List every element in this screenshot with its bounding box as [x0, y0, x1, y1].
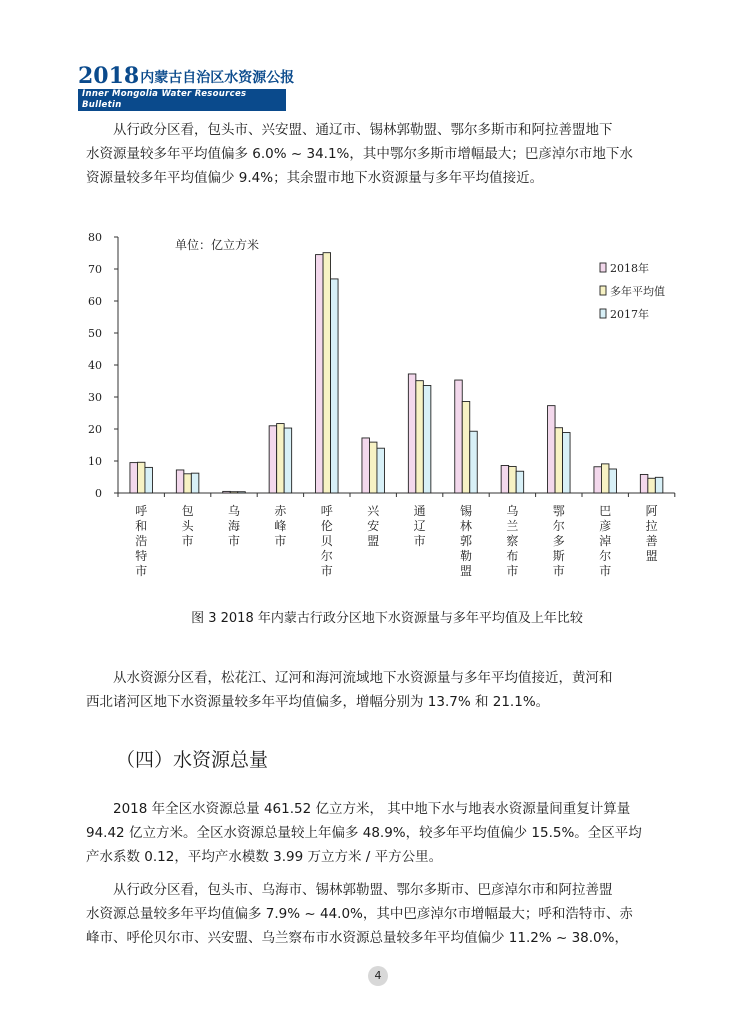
- text-line: 资源量较多年平均值偏少 9.4%；其余盟市地下水资源量与多年平均值接近。: [86, 170, 544, 186]
- unit-label: 单位：亿立方米: [175, 238, 260, 252]
- bar: [362, 438, 370, 493]
- y-tick-label: 10: [88, 455, 102, 468]
- bar: [548, 406, 556, 493]
- bar: [408, 374, 416, 493]
- text-line: 水资源量较多年平均值偏多 6.0% ~ 34.1%，其中鄂尔多斯市增幅最大；巴彦淖尔市地下水: [86, 146, 633, 162]
- bar: [230, 492, 238, 493]
- bar: [648, 478, 656, 493]
- x-tick-label: 呼伦贝尔市: [320, 504, 333, 578]
- bar: [516, 471, 524, 493]
- bar: [416, 381, 424, 493]
- bar: [145, 467, 153, 493]
- bar: [455, 380, 463, 493]
- y-tick-label: 20: [88, 423, 102, 436]
- bar: [609, 469, 617, 493]
- text-line: 2018 年全区水资源总量 461.52 亿立方米， 其中地下水与地表水资源量间重复计算量: [113, 801, 631, 817]
- x-tick-label: 兴安盟: [367, 504, 380, 548]
- bar: [423, 385, 431, 493]
- bar: [137, 462, 145, 493]
- section-heading: （四）水资源总量: [116, 749, 269, 771]
- bar: [555, 428, 563, 493]
- bar: [377, 448, 385, 493]
- text-line: 从行政分区看，包头市、兴安盟、通辽市、锡林郭勒盟、鄂尔多斯市和阿拉善盟地下: [113, 122, 613, 138]
- bar: [655, 477, 663, 493]
- y-tick-label: 60: [88, 295, 102, 308]
- bar: [277, 424, 285, 493]
- bar: [269, 426, 277, 493]
- x-tick-label: 鄂尔多斯市: [552, 504, 565, 578]
- legend-swatch: [600, 309, 606, 318]
- legend-label: 2018年: [610, 262, 649, 275]
- y-tick-label: 30: [88, 391, 102, 404]
- x-tick-label: 赤峰市: [274, 504, 287, 548]
- bar: [594, 467, 602, 493]
- text-line: 产水系数 0.12，平均产水模数 3.99 万立方米 / 平方公里。: [86, 849, 443, 865]
- x-tick-label: 呼和浩特市: [135, 504, 148, 578]
- paragraph-total-admin: [86, 878, 688, 950]
- bar: [331, 279, 339, 493]
- bar: [470, 431, 478, 493]
- bar: [184, 474, 192, 493]
- bar: [369, 442, 377, 493]
- bar: [176, 470, 184, 493]
- y-tick-label: 40: [88, 359, 102, 372]
- text-line: 94.42 亿立方米。全区水资源总量较上年偏多 48.9%，较多年平均值偏少 15.5%。全区平均: [86, 825, 642, 841]
- bar: [223, 491, 231, 493]
- text-line: 峰市、呼伦贝尔市、兴安盟、乌兰察布市水资源总量较多年平均值偏少 11.2% ~ 38.0%，: [86, 930, 628, 946]
- page-number: 4: [368, 966, 388, 986]
- x-tick-label: 锡林郭勒盟: [459, 504, 473, 578]
- text-line: 西北诸河区地下水资源量较多年平均值偏多，增幅分别为 13.7% 和 21.1%。: [86, 694, 550, 710]
- bar: [323, 253, 331, 493]
- bar: [130, 463, 138, 493]
- x-tick-label: 乌海市: [227, 504, 241, 548]
- header-year: 2018: [78, 63, 140, 89]
- text-line: 从行政分区看，包头市、乌海市、锡林郭勒盟、鄂尔多斯市、巴彦淖尔市和阿拉善盟: [113, 882, 613, 898]
- x-tick-label: 通辽市: [413, 504, 426, 548]
- y-tick-label: 50: [88, 327, 102, 340]
- x-tick-label: 阿拉善盟: [645, 504, 658, 563]
- legend-label: 2017年: [610, 308, 649, 321]
- paragraph-total-resources: [86, 797, 688, 869]
- x-tick-label: 包头市: [181, 504, 194, 548]
- bar: [601, 464, 609, 493]
- x-tick-label: 巴彦淖尔市: [599, 504, 612, 578]
- legend-swatch: [600, 286, 606, 295]
- bar: [509, 466, 517, 493]
- x-tick-label: 乌兰察布市: [506, 504, 519, 578]
- bar: [563, 433, 571, 493]
- bar: [640, 474, 648, 493]
- text-line: 水资源总量较多年平均值偏多 7.9% ~ 44.0%，其中巴彦淖尔市增幅最大；呼和浩特市、赤: [86, 906, 633, 922]
- bar: [316, 255, 324, 493]
- header-title: 内蒙古自治区水资源公报: [140, 70, 295, 86]
- bar: [238, 492, 246, 493]
- figure-caption: 图 3 2018 年内蒙古行政分区地下水资源量与多年平均值及上年比较: [191, 611, 583, 626]
- legend-swatch: [600, 263, 606, 272]
- y-tick-label: 70: [88, 263, 102, 276]
- y-tick-label: 80: [88, 231, 102, 244]
- header-subtitle: Inner Mongolia Water Resources Bulletin: [78, 89, 286, 111]
- bar: [462, 401, 470, 493]
- legend-label: 多年平均值: [610, 285, 665, 298]
- bar: [501, 465, 509, 493]
- text-line: 从水资源分区看，松花江、辽河和海河流域地下水资源量与多年平均值接近，黄河和: [113, 670, 613, 686]
- bar: [284, 428, 292, 493]
- y-tick-label: 0: [95, 487, 102, 500]
- paragraph-groundwater-basin: [86, 666, 688, 714]
- bar: [191, 473, 199, 493]
